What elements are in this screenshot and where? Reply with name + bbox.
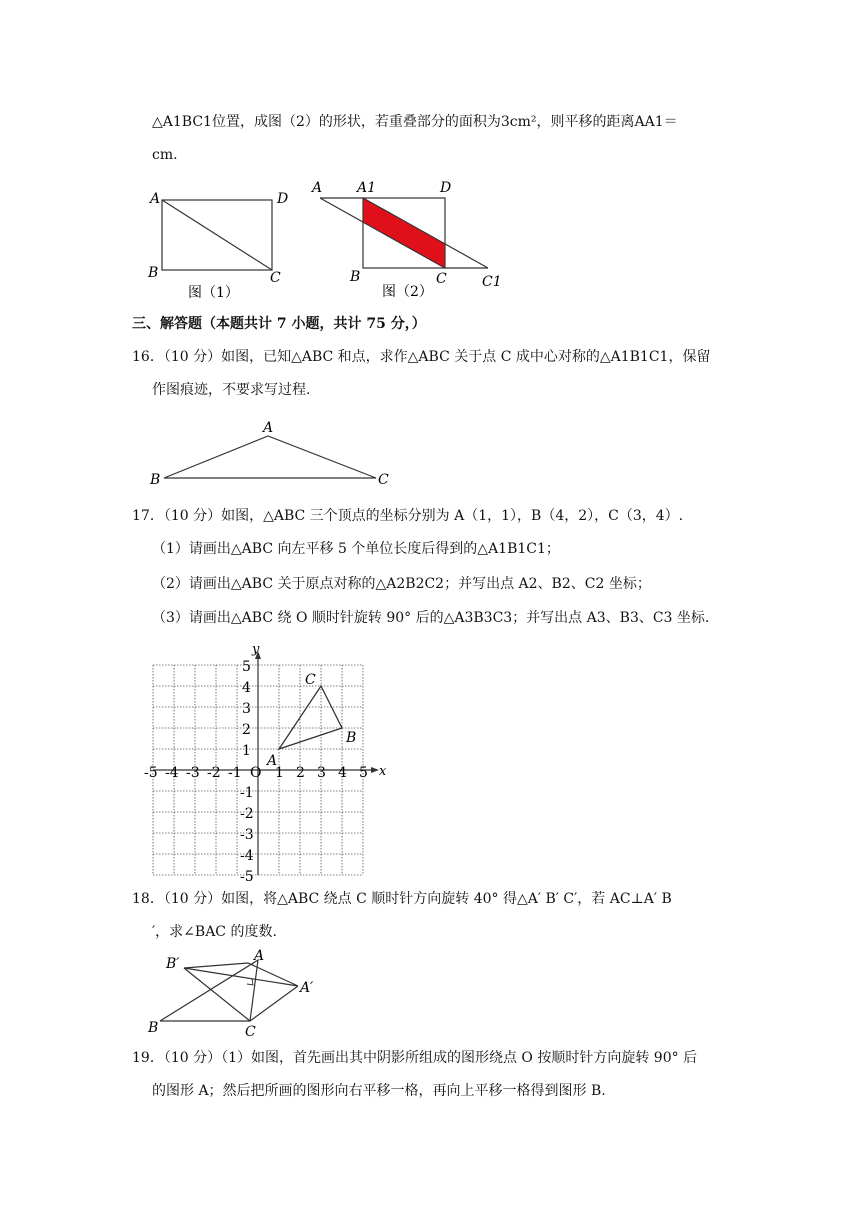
point-label-c: C (305, 672, 316, 688)
segment-b-prime-c (184, 968, 250, 1021)
x-tick-label: 5 (359, 765, 368, 781)
point-label-a: A (267, 753, 278, 769)
label-c: C (245, 1024, 256, 1040)
x-axis-label: x (379, 764, 387, 779)
section-3-heading (132, 314, 426, 334)
q16-line-2-text: 作图痕迹，不要求写过程. (152, 382, 311, 398)
q16-line-1 (132, 347, 710, 367)
segment-a-prime-c (250, 986, 298, 1021)
q16-figure (140, 418, 400, 493)
y-tick-label: -1 (240, 785, 254, 801)
x-tick-label: 3 (317, 765, 326, 781)
label-a: A (150, 191, 161, 207)
label-a-prime: A′ (300, 980, 314, 996)
label-d: D (277, 191, 289, 207)
q15-line-2 (152, 145, 178, 165)
x-tick-label: 4 (338, 765, 347, 781)
q16-line-2 (152, 380, 310, 400)
right-angle-mark (247, 979, 253, 985)
label-a: A (312, 180, 323, 196)
q17-sub-2-text: （2）请画出△ABC 关于原点对称的△A2B2C2；并写出点 A2、B2、C2 坐标； (152, 576, 651, 592)
overlap-shaded-region (363, 198, 445, 268)
label-b-prime: B′ (166, 956, 180, 972)
y-tick-label: -5 (240, 869, 254, 885)
label-b: B (148, 265, 159, 281)
q19-line-2-text: 的图形 A；然后把所画的图形向右平移一格，再向上平移一格得到图形 B. (152, 1083, 606, 1099)
q18-line-2-text: ′，求∠BAC 的度数. (152, 924, 277, 940)
tick-labels (144, 659, 368, 885)
x-tick-label: -3 (186, 765, 200, 781)
caption-fig2: 图（2） (382, 284, 433, 300)
y-axis-label: y (252, 642, 260, 657)
triangle-a-prime-b-prime-c (184, 963, 298, 986)
y-tick-label: -2 (240, 806, 254, 822)
x-tick-label: -1 (228, 765, 242, 781)
q17-line-1 (132, 506, 683, 526)
label-c: C (378, 472, 389, 488)
q17-sub-3-text: （3）请画出△ABC 绕 O 顺时针旋转 90° 后的△A3B3C3；并写出点 A3、B3、C3 坐标. (152, 610, 710, 626)
q15-figure-2 (310, 178, 510, 308)
q18-line-1-text: 18．（10 分）如图，将△ABC 绕点 C 顺时针方向旋转 40° 得△A′ B′ C′，若 AC⊥A′ B (132, 891, 672, 907)
y-tick-label: -4 (240, 848, 254, 864)
x-axis-arrow (371, 767, 379, 773)
q17-sub-3 (152, 608, 709, 628)
label-c1: C1 (482, 274, 502, 290)
q15-line-2-text: cm. (152, 147, 178, 163)
y-tick-label: -3 (240, 827, 254, 843)
y-tick-label: 5 (242, 659, 251, 675)
q19-line-1-text: 19．（10 分）（1）如图，首先画出其中阴影所组成的图形绕点 O 按顺时针方向旋转 90° 后 (132, 1050, 698, 1066)
q17-line-1-text: 17．（10 分）如图，△ABC 三个顶点的坐标分别为 A（1，1），B（4，2），C（3，4）. (132, 508, 684, 524)
q15-line-1 (152, 112, 678, 132)
caption-fig1: 图（1） (188, 285, 239, 301)
point-label-b: B (346, 730, 357, 746)
q17-sub-2 (152, 574, 651, 594)
label-a: A (263, 420, 274, 436)
triangle-abc (164, 436, 376, 478)
label-b: B (148, 1020, 159, 1036)
y-tick-label: 3 (242, 701, 251, 717)
x-tick-label: -4 (165, 765, 179, 781)
y-tick-label: 1 (242, 743, 251, 759)
label-c: C (436, 271, 447, 287)
q15-line-1-text: △A1BC1位置，成图（2）的形状，若重叠部分的面积为3cm²，则平移的距离AA1＝ (152, 114, 678, 130)
x-tick-label: -5 (144, 765, 158, 781)
label-a1: A1 (357, 180, 377, 196)
q19-line-2 (152, 1081, 606, 1101)
q18-line-1 (132, 889, 672, 909)
q17-sub-1 (152, 539, 560, 559)
q16-line-1-text: 16．（10 分）如图，已知△ABC 和点，求作△ABC 关于点 C 成中心对称的△A1B1C1，保留 (132, 349, 711, 365)
q17-coordinate-grid (144, 636, 387, 885)
triangle-outline (279, 686, 342, 749)
q18-figure (140, 948, 330, 1040)
q17-sub-1-text: （1）请画出△ABC 向左平移 5 个单位长度后得到的△A1B1C1； (152, 541, 560, 557)
x-tick-label: O (250, 765, 262, 781)
label-b: B (350, 269, 361, 285)
y-tick-label: 2 (242, 722, 251, 738)
label-b: B (150, 472, 161, 488)
x-tick-label: -2 (207, 765, 221, 781)
x-tick-label: 1 (275, 765, 284, 781)
x-tick-label: 2 (296, 765, 305, 781)
section-3-title: 三、解答题（本题共计 7 小题，共计 75 分，） (132, 316, 426, 332)
q15-figure-1 (140, 185, 300, 305)
label-c: C (270, 270, 281, 286)
label-d: D (440, 180, 452, 196)
y-tick-label: 4 (242, 680, 251, 696)
q19-line-1 (132, 1048, 697, 1068)
diagonal-ac (162, 200, 272, 270)
label-a: A (254, 948, 265, 964)
q18-line-2 (152, 922, 277, 942)
